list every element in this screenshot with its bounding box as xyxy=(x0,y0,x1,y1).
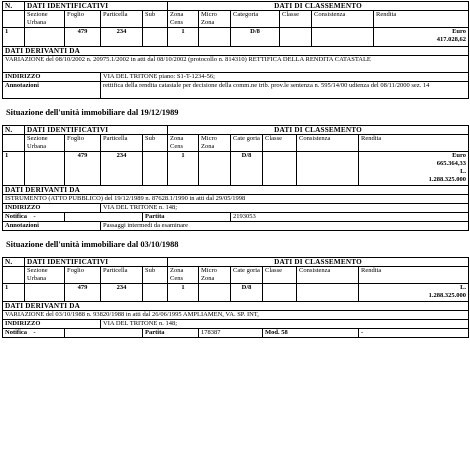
notifica-empty xyxy=(65,213,143,222)
cell-categoria: D/8 xyxy=(231,284,263,302)
cell-particella: 234 xyxy=(101,28,143,47)
col-categoria: Cate goria xyxy=(231,267,263,284)
dati-derivanti-text: ISTRUMENTO (ATTO PUBBLICO) del 19/12/1989 n. 87628.1/1990 in atti dal 29/05/1998 xyxy=(3,195,469,204)
label-dati-derivanti: DATI DERIVANTI DA xyxy=(3,302,469,311)
cell-classe xyxy=(263,152,297,186)
label-annotazioni: Annotazioni xyxy=(3,222,101,231)
col-sub: Sub xyxy=(143,11,168,28)
header-dati-identificativi: DATI IDENTIFICATIVI xyxy=(25,258,168,267)
col-classe: Classe xyxy=(263,267,297,284)
cell-n: 1 xyxy=(3,28,25,47)
header-n: N. xyxy=(3,2,25,11)
label-indirizzo: INDIRIZZO xyxy=(3,204,101,213)
cell-foglio: 479 xyxy=(65,284,101,302)
header-dati-classamento: DATI DI CLASSEMENTO xyxy=(168,2,469,11)
label-indirizzo: INDIRIZZO xyxy=(3,320,101,329)
col-zona: Zona Cens xyxy=(168,11,199,28)
cell-classe xyxy=(263,284,297,302)
cell-sezione xyxy=(25,284,65,302)
col-rendita: Rendita xyxy=(374,11,469,28)
rendita-currency-lire: L. xyxy=(460,284,467,291)
col-categoria: Categoria xyxy=(231,11,280,28)
col-rendita: Rendita xyxy=(359,135,469,152)
cell-consistenza xyxy=(297,284,359,302)
cell-consistenza xyxy=(297,152,359,186)
cell-zona: 1 xyxy=(168,284,199,302)
col-foglio: Foglio xyxy=(65,11,101,28)
col-sub: Sub xyxy=(143,267,168,284)
col-particella: Particella xyxy=(101,11,143,28)
rendita-value: 665.364,33 xyxy=(436,160,467,167)
col-classe: Classe xyxy=(263,135,297,152)
dati-derivanti-text: VARIAZIONE del 03/10/1988 n. 93820/1988 in atti dal 26/06/1995 AMPLIAMEN, VA. SP. INT, xyxy=(3,311,469,320)
rendita-value: 417.028,62 xyxy=(436,36,467,43)
col-consistenza: Consistenza xyxy=(297,267,359,284)
cell-rendita xyxy=(359,284,469,302)
rendita-value-lire: 1.288.325.000 xyxy=(428,176,467,183)
label-dati-derivanti: DATI DERIVANTI DA xyxy=(3,186,469,195)
col-micro: Micro Zona xyxy=(199,267,231,284)
header-dati-identificativi: DATI IDENTIFICATIVI xyxy=(25,126,168,135)
col-blank xyxy=(3,11,25,28)
header-n: N. xyxy=(3,126,25,135)
partita-value: 178387 xyxy=(199,329,263,338)
col-sub: Sub xyxy=(143,135,168,152)
cell-foglio: 479 xyxy=(65,28,101,47)
mod-value: - xyxy=(359,329,469,338)
header-dati-classamento: DATI DI CLASSEMENTO xyxy=(168,258,469,267)
col-sezione: Sezione Urbana xyxy=(25,135,65,152)
section-heading-1989: Situazione dell'unità immobiliare dal 19/12/1989 xyxy=(6,108,179,117)
header-dati-classamento: DATI DI CLASSEMENTO xyxy=(168,126,469,135)
classement-table xyxy=(2,125,469,231)
col-categoria: Cate goria xyxy=(231,135,263,152)
cell-zona: 1 xyxy=(168,152,199,186)
indirizzo-text: VIA DEL TRITONE n. 148; xyxy=(101,320,469,329)
indirizzo-text: VIA DEL TRITONE piano: S1-T-1234-56; xyxy=(101,73,469,82)
header-dati-identificativi: DATI IDENTIFICATIVI xyxy=(25,2,168,11)
label-notifica: Notifica - xyxy=(3,213,65,222)
cell-sezione xyxy=(25,28,65,47)
label-annotazioni: Annotazioni xyxy=(3,82,101,99)
col-sezione: Sezione Urbana xyxy=(25,267,65,284)
cell-rendita xyxy=(374,28,469,47)
col-micro: Micro Zona xyxy=(199,11,231,28)
cell-classe xyxy=(280,28,312,47)
col-foglio: Foglio xyxy=(65,267,101,284)
cell-foglio: 479 xyxy=(65,152,101,186)
cell-n: 1 xyxy=(3,284,25,302)
col-sezione: Sezione Urbana xyxy=(25,11,65,28)
col-rendita: Rendita xyxy=(359,267,469,284)
cell-consistenza xyxy=(312,28,374,47)
label-dati-derivanti: DATI DERIVANTI DA xyxy=(3,47,469,56)
cell-particella: 234 xyxy=(101,284,143,302)
col-consistenza: Consistenza xyxy=(312,11,374,28)
rendita-currency: Euro xyxy=(452,28,467,35)
section-1988 xyxy=(0,257,470,338)
col-zona: Zona Cens xyxy=(168,135,199,152)
partita-value: 2193053 xyxy=(231,213,469,222)
rendita-currency: Euro xyxy=(452,152,467,159)
cell-particella: 234 xyxy=(101,152,143,186)
col-particella: Particella xyxy=(101,267,143,284)
notifica-value: - xyxy=(33,329,36,336)
col-micro: Micro Zona xyxy=(199,135,231,152)
label-partita: Partita xyxy=(143,213,231,222)
annotazioni-text: Passaggi intermedi da esaminare xyxy=(101,222,469,231)
dati-derivanti-text: VARIAZIONE del 08/10/2002 n. 20975.1/2002 in atti dal 08/10/2002 (protocollo n. 814310) RETTIFICA DELLA RENDITA CATASTALE xyxy=(3,56,469,73)
classement-table xyxy=(2,1,469,99)
col-classe: Classe xyxy=(280,11,312,28)
col-particella: Particella xyxy=(101,135,143,152)
cell-categoria: D/8 xyxy=(231,28,280,47)
cell-zona: 1 xyxy=(168,28,199,47)
label-partita: Partita xyxy=(143,329,199,338)
annotazioni-text: rettifica della rendita catastale per decisione della comm.ne trib. prov.le sentenza n. 595/14/00 udienza del 08/11/2000 sez. 14 xyxy=(101,82,469,99)
cell-sezione xyxy=(25,152,65,186)
header-n: N. xyxy=(3,258,25,267)
cell-micro xyxy=(199,28,231,47)
section-current xyxy=(0,1,470,99)
indirizzo-text: VIA DEL TRITONE n. 148; xyxy=(101,204,469,213)
cell-micro xyxy=(199,152,231,186)
cell-sub xyxy=(143,28,168,47)
cell-rendita xyxy=(359,152,469,186)
col-zona: Zona Cens xyxy=(168,267,199,284)
cell-categoria: D/8 xyxy=(231,152,263,186)
label-notifica: Notifica - xyxy=(3,329,65,338)
notifica-empty xyxy=(65,329,143,338)
cell-micro xyxy=(199,284,231,302)
col-consistenza: Consistenza xyxy=(297,135,359,152)
col-blank xyxy=(3,135,25,152)
col-foglio: Foglio xyxy=(65,135,101,152)
col-blank xyxy=(3,267,25,284)
label-mod: Mod. 58 xyxy=(263,329,359,338)
classement-table xyxy=(2,257,469,338)
cell-sub xyxy=(143,284,168,302)
section-1989 xyxy=(0,125,470,231)
section-heading-1988: Situazione dell'unità immobiliare dal 03/10/1988 xyxy=(6,240,179,249)
notifica-value: - xyxy=(33,213,36,220)
cell-sub xyxy=(143,152,168,186)
label-indirizzo: INDIRIZZO xyxy=(3,73,101,82)
rendita-currency-lire: L. xyxy=(460,168,467,175)
cell-n: 1 xyxy=(3,152,25,186)
rendita-value-lire: 1.288.325.000 xyxy=(428,292,467,299)
